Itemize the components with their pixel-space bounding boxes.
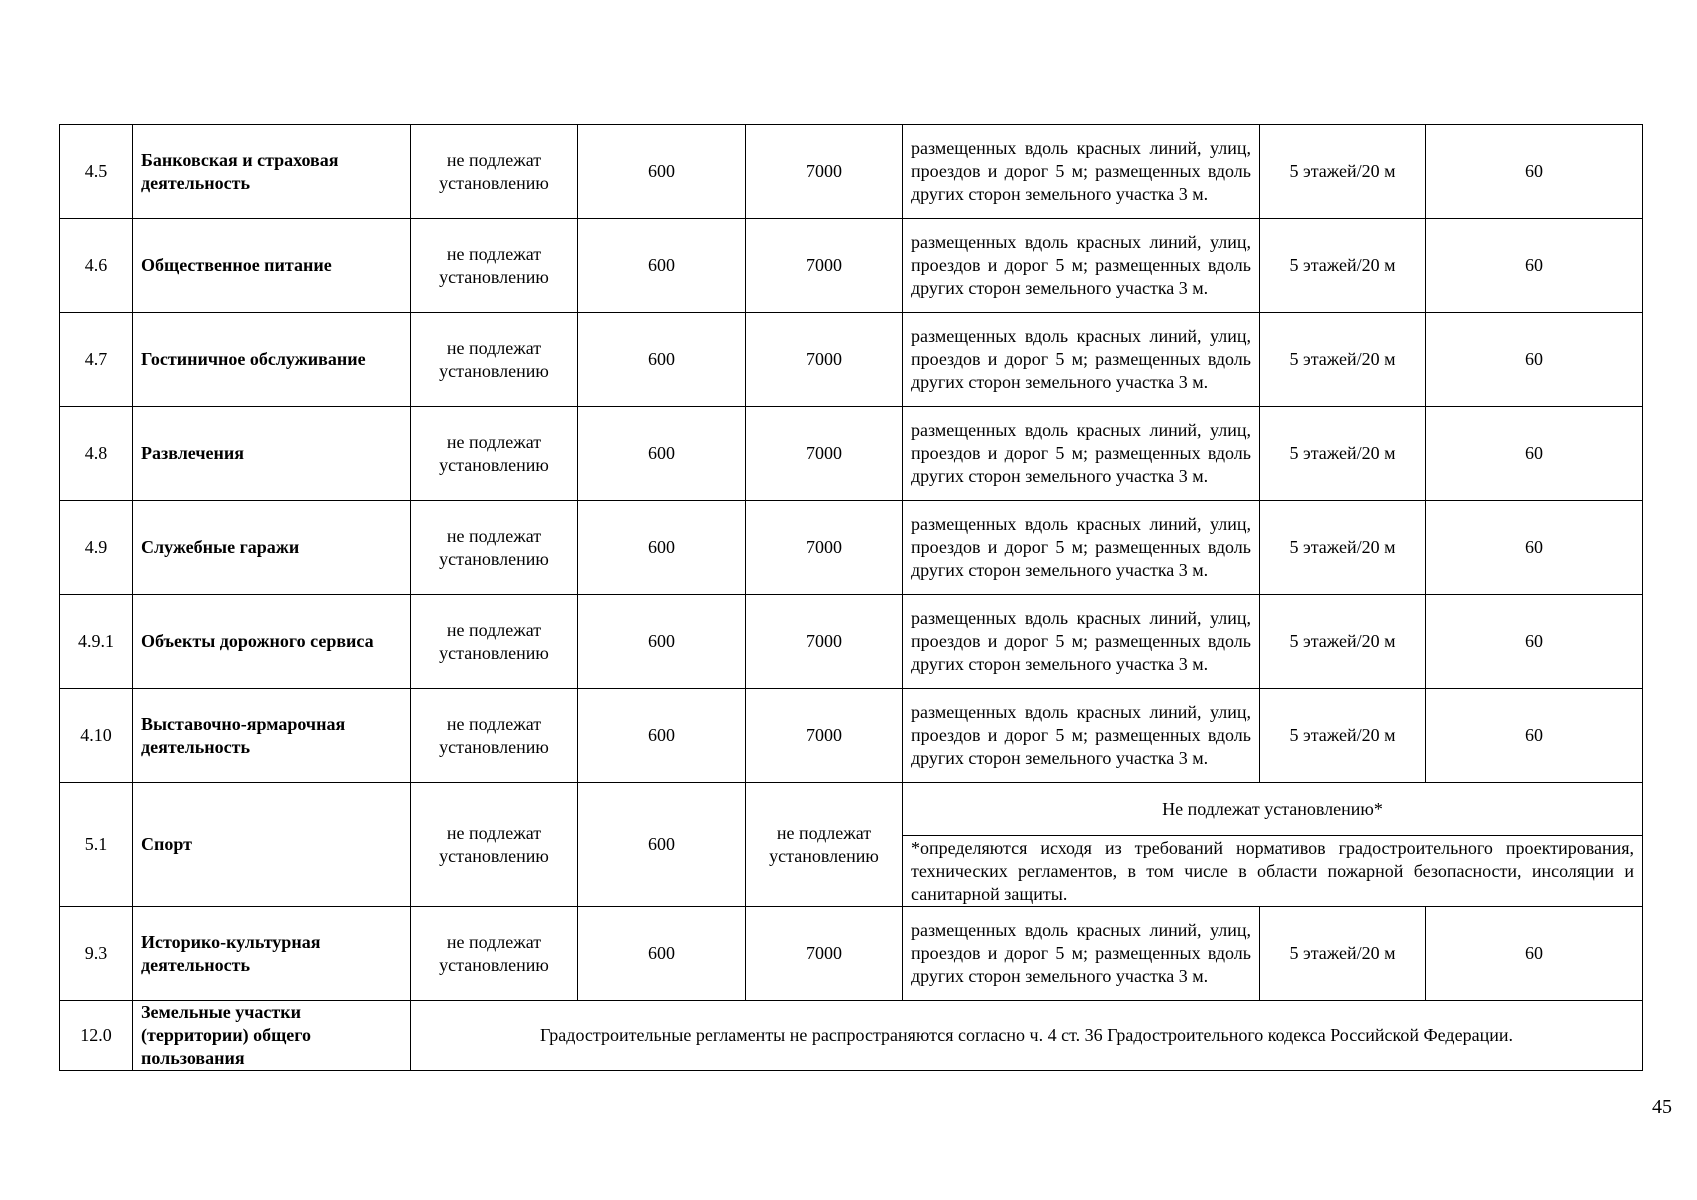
min-area-cell: не подлежат установлению [411, 313, 578, 407]
min-area-cell: не подлежат установлению [411, 783, 578, 907]
value-cell-1: 600 [578, 501, 746, 595]
code-cell: 4.8 [60, 407, 133, 501]
code-cell: 4.10 [60, 689, 133, 783]
setback-cell: размещенных вдоль красных линий, улиц, проездов и дорог 5 м; размещенных вдоль других сторон земельного участка 3 м. [903, 125, 1260, 219]
value-cell-1: 600 [578, 783, 746, 907]
value-cell-1: 600 [578, 125, 746, 219]
min-area-cell: не подлежат установлению [411, 407, 578, 501]
value-cell-2: 7000 [746, 219, 903, 313]
table-row [60, 501, 1643, 595]
setback-cell: размещенных вдоль красных линий, улиц, проездов и дорог 5 м; размещенных вдоль других сторон земельного участка 3 м. [903, 219, 1260, 313]
min-area-cell: не подлежат установлению [411, 501, 578, 595]
percent-cell: 60 [1426, 313, 1643, 407]
percent-cell: 60 [1426, 407, 1643, 501]
min-area-cell: не подлежат установлению [411, 595, 578, 689]
table-row-sport [60, 783, 1643, 836]
value-cell-1: 600 [578, 407, 746, 501]
regulations-table [59, 124, 1643, 1071]
code-cell: 4.5 [60, 125, 133, 219]
height-cell: 5 этажей/20 м [1260, 689, 1426, 783]
height-cell: 5 этажей/20 м [1260, 907, 1426, 1001]
min-area-cell: не подлежат установлению [411, 125, 578, 219]
regulation-note-cell: Градостроительные регламенты не распространяются согласно ч. 4 ст. 36 Градостроительного кодекса Российской Федерации. [411, 1001, 1643, 1071]
table-row [60, 219, 1643, 313]
setback-cell: размещенных вдоль красных линий, улиц, проездов и дорог 5 м; размещенных вдоль других сторон земельного участка 3 м. [903, 313, 1260, 407]
percent-cell: 60 [1426, 219, 1643, 313]
name-cell: Служебные гаражи [133, 501, 411, 595]
page-number: 45 [1652, 1096, 1672, 1118]
value-cell-2: 7000 [746, 907, 903, 1001]
value-cell-2: 7000 [746, 407, 903, 501]
value-cell-1: 600 [578, 689, 746, 783]
table-row [60, 313, 1643, 407]
value-cell-1: 600 [578, 313, 746, 407]
name-cell: Историко-культурная деятельность [133, 907, 411, 1001]
setback-cell: размещенных вдоль красных линий, улиц, проездов и дорог 5 м; размещенных вдоль других сторон земельного участка 3 м. [903, 595, 1260, 689]
min-area-cell: не подлежат установлению [411, 907, 578, 1001]
min-area-cell: не подлежат установлению [411, 689, 578, 783]
table-body [60, 125, 1643, 1071]
value-cell-1: 600 [578, 595, 746, 689]
height-cell: 5 этажей/20 м [1260, 313, 1426, 407]
code-cell: 4.7 [60, 313, 133, 407]
name-cell: Развлечения [133, 407, 411, 501]
table-row-public-land [60, 1001, 1643, 1071]
value-cell-2: 7000 [746, 689, 903, 783]
setback-cell: размещенных вдоль красных линий, улиц, проездов и дорог 5 м; размещенных вдоль других сторон земельного участка 3 м. [903, 689, 1260, 783]
setback-cell: размещенных вдоль красных линий, улиц, проездов и дорог 5 м; размещенных вдоль других сторон земельного участка 3 м. [903, 501, 1260, 595]
setback-cell: размещенных вдоль красных линий, улиц, проездов и дорог 5 м; размещенных вдоль других сторон земельного участка 3 м. [903, 407, 1260, 501]
value-cell-2: 7000 [746, 125, 903, 219]
value-cell-2: 7000 [746, 313, 903, 407]
name-cell: Банковская и страховая деятельность [133, 125, 411, 219]
code-cell: 4.6 [60, 219, 133, 313]
height-cell: 5 этажей/20 м [1260, 501, 1426, 595]
percent-cell: 60 [1426, 595, 1643, 689]
percent-cell: 60 [1426, 501, 1643, 595]
table-row [60, 125, 1643, 219]
name-cell: Гостиничное обслуживание [133, 313, 411, 407]
table-row [60, 907, 1643, 1001]
height-cell: 5 этажей/20 м [1260, 407, 1426, 501]
note-body-cell: *определяются исходя из требований нормативов градостроительного проектирования, технических регламентов, в том числе в области пожарной безопасности, инсоляции и санитарной защиты. [903, 836, 1643, 907]
code-cell: 5.1 [60, 783, 133, 907]
value-cell-2: 7000 [746, 595, 903, 689]
percent-cell: 60 [1426, 125, 1643, 219]
table-row [60, 407, 1643, 501]
table-row [60, 689, 1643, 783]
name-cell: Общественное питание [133, 219, 411, 313]
value-cell-1: 600 [578, 219, 746, 313]
name-cell: Объекты дорожного сервиса [133, 595, 411, 689]
name-cell: Выставочно-ярмарочная деятельность [133, 689, 411, 783]
code-cell: 4.9 [60, 501, 133, 595]
min-area-cell: не подлежат установлению [411, 219, 578, 313]
setback-cell: размещенных вдоль красных линий, улиц, проездов и дорог 5 м; размещенных вдоль других сторон земельного участка 3 м. [903, 907, 1260, 1001]
height-cell: 5 этажей/20 м [1260, 595, 1426, 689]
height-cell: 5 этажей/20 м [1260, 219, 1426, 313]
percent-cell: 60 [1426, 689, 1643, 783]
percent-cell: 60 [1426, 907, 1643, 1001]
code-cell: 9.3 [60, 907, 133, 1001]
value-cell-1: 600 [578, 907, 746, 1001]
code-cell: 12.0 [60, 1001, 133, 1071]
value-cell-2: 7000 [746, 501, 903, 595]
name-cell: Земельные участки (территории) общего пользования [133, 1001, 411, 1071]
code-cell: 4.9.1 [60, 595, 133, 689]
value-cell-2: не подлежат установлению [746, 783, 903, 907]
height-cell: 5 этажей/20 м [1260, 125, 1426, 219]
name-cell: Спорт [133, 783, 411, 907]
note-title-cell: Не подлежат установлению* [903, 783, 1643, 836]
table-row [60, 595, 1643, 689]
